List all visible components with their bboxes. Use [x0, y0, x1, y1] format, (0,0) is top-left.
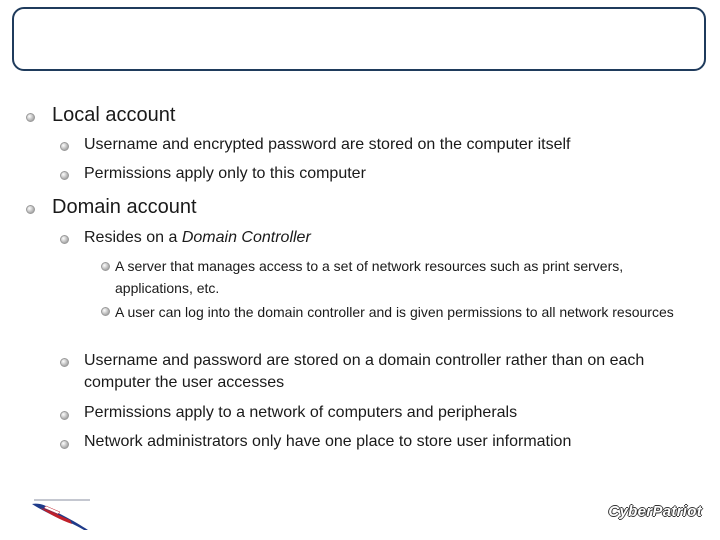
domain-account-item: Network administrators only have one place to store user information: [84, 433, 572, 450]
domain-controller-detail: A server that manages access to a set of network resources such as print servers, applications, etc.: [115, 258, 624, 296]
bullet-icon: [60, 235, 69, 244]
bullet-icon: [60, 142, 69, 151]
local-account-item: Username and encrypted password are stored on the computer itself: [84, 136, 571, 153]
bullet-icon: [26, 113, 35, 122]
bullet-icon: [60, 411, 69, 420]
domain-controller-item: [84, 229, 311, 247]
bullet-icon: [101, 262, 110, 271]
bullet-icon: [60, 171, 69, 180]
cyberpatriot-brand: CyberPatriot: [608, 503, 702, 520]
local-account-item: Permissions apply only to this computer: [84, 165, 366, 182]
local-account-heading: Local account: [52, 104, 176, 126]
bullet-icon: [60, 440, 69, 449]
resides-prefix: Resides on a: [84, 229, 182, 246]
bullet-icon: [60, 358, 69, 367]
domain-controller-detail: A user can log into the domain controller and is given permissions to all network resources: [115, 304, 674, 320]
domain-account-item: Username and password are stored on a domain controller rather than on each computer the user accesses: [84, 352, 645, 391]
slide-title-box: [12, 7, 706, 71]
bullet-icon: [101, 307, 110, 316]
air-force-association-logo-icon: [30, 490, 100, 532]
resides-emphasis: Domain Controller: [181, 229, 311, 246]
bullet-icon: [26, 205, 35, 214]
domain-account-heading: Domain account: [52, 196, 197, 218]
domain-account-item: Permissions apply to a network of computers and peripherals: [84, 404, 518, 421]
